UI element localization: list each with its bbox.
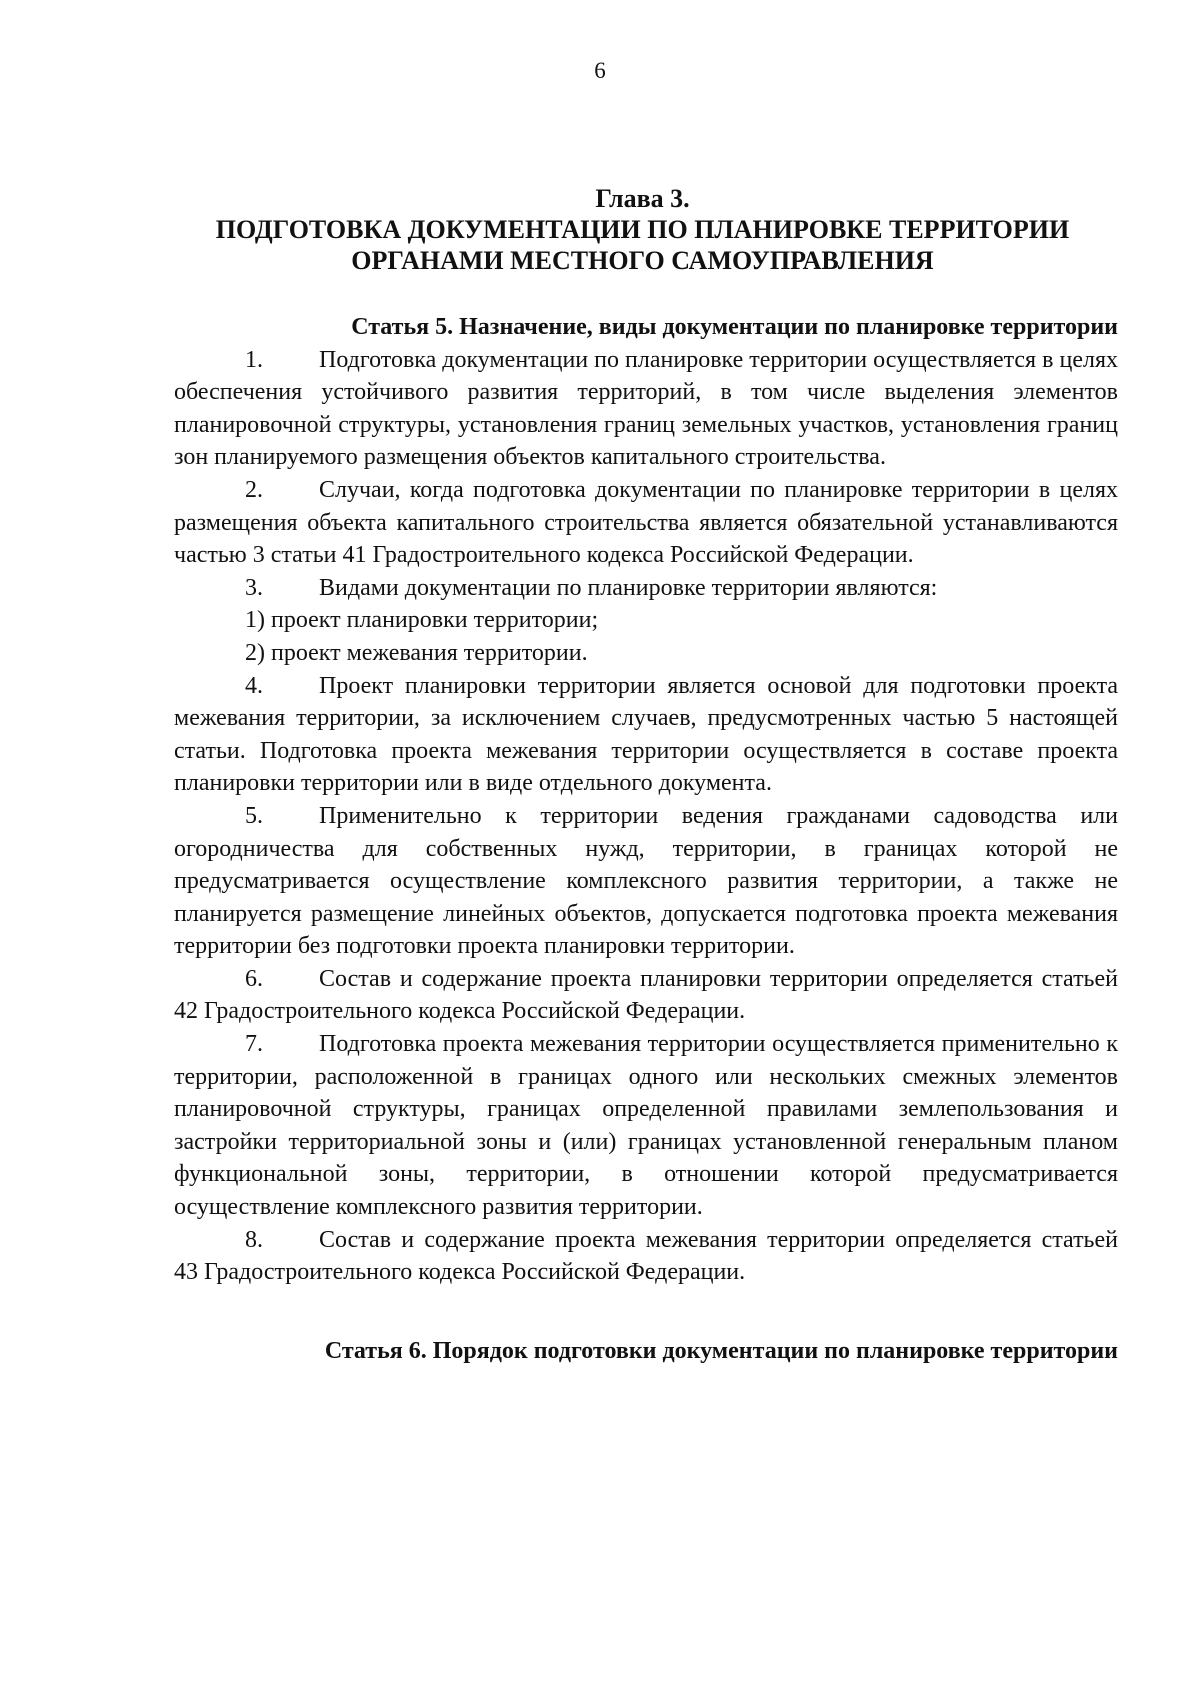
paragraph-text: Проект планировки территории является основой для подготовки проекта межевания территории, за исключением случаев, предусмотренных частью 5 настоящей статьи. Подготовка проекта межевания территории осуществляется в составе проекта планировки территории или в виде отдельного документа. [174, 672, 1118, 797]
paragraph-number: 5. [245, 802, 263, 829]
article-5-paragraph-4 [174, 670, 1118, 800]
paragraph-number: 3. [245, 574, 263, 601]
article-5-subitem-1: 1) проект планировки территории; [245, 607, 599, 634]
paragraph-text: Применительно к территории ведения гражданами садоводства или огородничества для собственных нужд, территории, в границах которой не предусматривается осуществление комплексного развития территории, а также не планируется размещение линейных объектов, допускается подготовка проекта межевания территории без подготовки проекта планировки территории. [174, 802, 1118, 960]
chapter-title-line-2: ОРГАНАМИ МЕСТНОГО САМОУПРАВЛЕНИЯ [351, 246, 934, 275]
article-6-title: Статья 6. Порядок подготовки документации по планировке территории [324, 1337, 1118, 1364]
paragraph-number: 6. [245, 965, 263, 992]
paragraph-text: Подготовка документации по планировке территории осуществляется в целях обеспечения устойчивого развития территорий, в том числе выделения элементов планировочной структуры, установления границ земельных участков, установления границ зон планируемого размещения объектов капитального строительства. [174, 346, 1118, 471]
article-5-paragraph-2 [174, 474, 1118, 572]
chapter-heading [160, 183, 1125, 276]
chapter-title-line-1: ПОДГОТОВКА ДОКУМЕНТАЦИИ ПО ПЛАНИРОВКЕ ТЕРРИТОРИИ [215, 215, 1070, 244]
article-5-paragraph-6 [174, 963, 1118, 1028]
paragraph-text: Случаи, когда подготовка документации по планировке территории в целях размещения объекта капитального строительства является обязательной устанавливаются частью 3 статьи 41 Градостроительного кодекса Российской Федерации. [174, 476, 1118, 569]
document-body [174, 311, 1118, 1367]
page-number: 6 [594, 58, 606, 83]
paragraph-text: Состав и содержание проекта межевания территории определяется статьей 43 Градостроительного кодекса Российской Федерации. [174, 1226, 1118, 1286]
article-5-paragraph-7 [174, 1028, 1118, 1224]
paragraph-number: 8. [245, 1226, 263, 1253]
paragraph-number: 2. [245, 476, 263, 503]
article-5-paragraph-8 [174, 1224, 1118, 1289]
article-5-title: Статья 5. Назначение, виды документации по планировке территории [351, 314, 1118, 340]
article-5-paragraph-3 [174, 572, 1118, 605]
paragraph-number: 1. [245, 346, 263, 373]
article-5-paragraph-1 [174, 344, 1118, 474]
paragraph-number: 7. [245, 1031, 263, 1058]
chapter-label: Глава 3. [595, 184, 690, 213]
article-5-paragraph-5 [174, 800, 1118, 963]
paragraph-text: Состав и содержание проекта планировки территории определяется статьей 42 Градостроительного кодекса Российской Федерации. [174, 965, 1118, 1025]
paragraph-text: Подготовка проекта межевания территории осуществляется применительно к территории, расположенной в границах одного или нескольких смежных элементов планировочной структуры, границах определенной правилами землепользования и застройки территориальной зоны и (или) границах установленной генеральным планом функциональной зоны, территории, в отношении которой предусматривается осуществление комплексного развития территории. [174, 1031, 1118, 1221]
paragraph-text: Видами документации по планировке территории являются: [319, 574, 938, 601]
article-5-subitem-2: 2) проект межевания территории. [245, 639, 588, 666]
paragraph-number: 4. [245, 672, 263, 699]
